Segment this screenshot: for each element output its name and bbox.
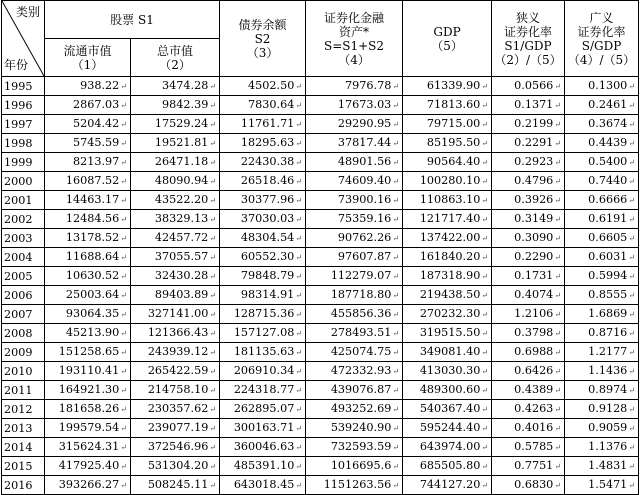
gdp-cell: 110863.10 ↵ (403, 191, 492, 210)
narrow-rate-cell: 0.3926 ↵ (492, 191, 565, 210)
table-row (2, 229, 639, 248)
total-cap-cell: 42457.72 ↵ (131, 229, 220, 248)
total-cap-cell: 327141.00 ↵ (131, 305, 220, 324)
total-cap-cell: 121366.43 ↵ (131, 324, 220, 343)
header-line: S/GDP (581, 38, 622, 53)
float-cap-cell: 93064.35 ↵ (45, 305, 131, 324)
securitized-assets-cell: 425074.75 ↵ (306, 343, 403, 362)
narrow-rate-cell: 0.2199 ↵ (492, 115, 565, 134)
gdp-header (403, 1, 492, 77)
broad-rate-cell: 1.4831 ↵ (565, 457, 639, 476)
corner-category-label: 类别 (15, 5, 40, 19)
securitized-assets-cell: 73900.16 ↵ (306, 191, 403, 210)
float-cap-cell: 938.22 ↵ (45, 77, 131, 96)
stock-group-header (45, 1, 220, 39)
securitized-assets-cell: 732593.59 ↵ (306, 438, 403, 457)
table-row (2, 115, 639, 134)
year-cell: 2013 (2, 419, 45, 438)
year-cell: 2003 (2, 229, 45, 248)
header-line: 流通市值 (63, 43, 112, 58)
table-row (2, 191, 639, 210)
securitized-assets-cell: 7976.78 ↵ (306, 77, 403, 96)
securitized-assets-cell: 439076.87 ↵ (306, 381, 403, 400)
broad-rate-cell: 1.6869 ↵ (565, 305, 639, 324)
table-row (2, 248, 639, 267)
float-cap-cell: 12484.56 ↵ (45, 210, 131, 229)
table-row (2, 476, 639, 495)
float-cap-cell: 5204.42 ↵ (45, 115, 131, 134)
gdp-cell: 349081.40 ↵ (403, 343, 492, 362)
table-row (2, 343, 639, 362)
securitized-assets-cell: 17673.03 ↵ (306, 96, 403, 115)
narrow-rate-cell: 0.6830 ↵ (492, 476, 565, 495)
bond-balance-cell: 48304.54 ↵ (220, 229, 306, 248)
broad-rate-header (565, 1, 639, 77)
table-row (2, 381, 639, 400)
gdp-cell: 121717.40 ↵ (403, 210, 492, 229)
narrow-rate-cell: 0.6426 ↵ (492, 362, 565, 381)
gdp-cell: 219438.50 ↵ (403, 286, 492, 305)
securitized-assets-cell: 74609.40 ↵ (306, 172, 403, 191)
narrow-rate-cell: 0.5785 ↵ (492, 438, 565, 457)
total-cap-cell: 214758.10 ↵ (131, 381, 220, 400)
gdp-cell: 413030.30 ↵ (403, 362, 492, 381)
broad-rate-cell: 1.5471 ↵ (565, 476, 639, 495)
float-cap-cell: 11688.64 ↵ (45, 248, 131, 267)
narrow-rate-cell: 0.4016 ↵ (492, 419, 565, 438)
table-row (2, 419, 639, 438)
float-cap-cell: 393266.27 ↵ (45, 476, 131, 495)
total-cap-header (131, 39, 220, 77)
broad-rate-cell: 0.6031 ↵ (565, 248, 639, 267)
gdp-cell: 90564.40 ↵ (403, 153, 492, 172)
total-cap-cell: 26471.18 ↵ (131, 153, 220, 172)
securitized-assets-cell: 75359.16 ↵ (306, 210, 403, 229)
bond-balance-cell: 7830.64 ↵ (220, 96, 306, 115)
total-cap-cell: 43522.20 ↵ (131, 191, 220, 210)
bond-balance-cell: 206910.34 ↵ (220, 362, 306, 381)
header-line: 证券化金融 (324, 10, 385, 25)
header-line: （2）/（5） (494, 52, 562, 67)
bond-balance-cell: 360046.63 ↵ (220, 438, 306, 457)
table-row (2, 96, 639, 115)
table-row (2, 362, 639, 381)
narrow-rate-cell: 0.6988 ↵ (492, 343, 565, 362)
header-line: GDP (433, 24, 461, 39)
table-row (2, 134, 639, 153)
header-line: 债券余额 (238, 17, 287, 32)
year-cell: 2012 (2, 400, 45, 419)
table-row (2, 210, 639, 229)
float-cap-cell: 2867.03 ↵ (45, 96, 131, 115)
narrow-rate-cell: 0.3798 ↵ (492, 324, 565, 343)
float-cap-header (45, 39, 131, 77)
bond-balance-cell: 4502.50 ↵ (220, 77, 306, 96)
gdp-cell: 61339.90 ↵ (403, 77, 492, 96)
header-line: 证券化率 (504, 24, 553, 39)
bond-balance-cell: 181135.63 ↵ (220, 343, 306, 362)
header-line: 总市值 (157, 43, 194, 58)
total-cap-cell: 37055.57 ↵ (131, 248, 220, 267)
gdp-cell: 270232.30 ↵ (403, 305, 492, 324)
year-cell: 1997 (2, 115, 45, 134)
narrow-rate-cell: 0.4389 ↵ (492, 381, 565, 400)
bond-balance-cell: 300163.71 ↵ (220, 419, 306, 438)
table-row (2, 457, 639, 476)
float-cap-cell: 5745.59 ↵ (45, 134, 131, 153)
table-row (2, 77, 639, 96)
securitized-assets-header (306, 1, 403, 77)
gdp-cell: 319515.50 ↵ (403, 324, 492, 343)
narrow-rate-cell: 0.4263 ↵ (492, 400, 565, 419)
gdp-cell: 685505.80 ↵ (403, 457, 492, 476)
narrow-rate-cell: 0.2923 ↵ (492, 153, 565, 172)
total-cap-cell: 48090.94 ↵ (131, 172, 220, 191)
bond-balance-cell: 485391.10 ↵ (220, 457, 306, 476)
gdp-cell: 161840.20 ↵ (403, 248, 492, 267)
year-cell: 2014 (2, 438, 45, 457)
table-row (2, 172, 639, 191)
gdp-cell: 187318.90 ↵ (403, 267, 492, 286)
broad-rate-cell: 0.3674 ↵ (565, 115, 639, 134)
gdp-cell: 137422.00 ↵ (403, 229, 492, 248)
securitization-table (1, 0, 639, 495)
securitized-assets-cell: 278493.51 ↵ (306, 324, 403, 343)
float-cap-cell: 8213.97 ↵ (45, 153, 131, 172)
bond-balance-header (220, 1, 306, 77)
float-cap-cell: 25003.64 ↵ (45, 286, 131, 305)
header-line: （4） (338, 52, 370, 67)
bond-balance-cell: 60552.30 ↵ (220, 248, 306, 267)
broad-rate-cell: 0.2461 ↵ (565, 96, 639, 115)
securitized-assets-cell: 112279.07 ↵ (306, 267, 403, 286)
float-cap-cell: 151258.65 ↵ (45, 343, 131, 362)
header-line: （4）/（5） (567, 52, 636, 67)
year-cell: 2004 (2, 248, 45, 267)
total-cap-cell: 265422.59 ↵ (131, 362, 220, 381)
narrow-rate-cell: 0.0566 ↵ (492, 77, 565, 96)
header-line: （5） (431, 38, 463, 53)
year-cell: 1995 (2, 77, 45, 96)
gdp-cell: 595244.40 ↵ (403, 419, 492, 438)
broad-rate-cell: 0.8974 ↵ (565, 381, 639, 400)
securitized-assets-cell: 1151263.56 ↵ (306, 476, 403, 495)
securitized-assets-cell: 472332.93 ↵ (306, 362, 403, 381)
header-line: S1/GDP (504, 38, 552, 53)
year-cell: 2015 (2, 457, 45, 476)
year-cell: 2006 (2, 286, 45, 305)
total-cap-cell: 89403.89 ↵ (131, 286, 220, 305)
broad-rate-cell: 0.7440 ↵ (565, 172, 639, 191)
broad-rate-cell: 0.9128 ↵ (565, 400, 639, 419)
narrow-rate-cell: 0.4796 ↵ (492, 172, 565, 191)
total-cap-cell: 19521.81 ↵ (131, 134, 220, 153)
table-row (2, 305, 639, 324)
corner-header-cell (2, 1, 45, 77)
header-line: S2 (254, 31, 271, 46)
bond-balance-cell: 157127.08 ↵ (220, 324, 306, 343)
bond-balance-cell: 22430.38 ↵ (220, 153, 306, 172)
total-cap-cell: 32430.28 ↵ (131, 267, 220, 286)
gdp-cell: 540367.40 ↵ (403, 400, 492, 419)
bond-balance-cell: 224318.77 ↵ (220, 381, 306, 400)
broad-rate-cell: 1.1436 ↵ (565, 362, 639, 381)
year-cell: 2016 (2, 476, 45, 495)
float-cap-cell: 181658.26 ↵ (45, 400, 131, 419)
broad-rate-cell: 0.1300 ↵ (565, 77, 639, 96)
header-line: 狭义 (516, 10, 541, 25)
table-row (2, 324, 639, 343)
broad-rate-cell: 1.1376 ↵ (565, 438, 639, 457)
narrow-rate-cell: 1.2106 ↵ (492, 305, 565, 324)
narrow-rate-cell: 0.3149 ↵ (492, 210, 565, 229)
broad-rate-cell: 0.6666 ↵ (565, 191, 639, 210)
total-cap-cell: 38329.13 ↵ (131, 210, 220, 229)
broad-rate-cell: 0.6605 ↵ (565, 229, 639, 248)
year-cell: 2007 (2, 305, 45, 324)
bond-balance-cell: 262895.07 ↵ (220, 400, 306, 419)
narrow-rate-cell: 0.7751 ↵ (492, 457, 565, 476)
year-cell: 2005 (2, 267, 45, 286)
total-cap-cell: 531304.20 ↵ (131, 457, 220, 476)
year-cell: 1996 (2, 96, 45, 115)
float-cap-cell: 199579.54 ↵ (45, 419, 131, 438)
broad-rate-cell: 0.9059 ↵ (565, 419, 639, 438)
gdp-cell: 85195.50 ↵ (403, 134, 492, 153)
year-cell: 2002 (2, 210, 45, 229)
year-cell: 2009 (2, 343, 45, 362)
narrow-rate-header (492, 1, 565, 77)
table-row (2, 400, 639, 419)
securitized-assets-cell: 455856.36 ↵ (306, 305, 403, 324)
table-row (2, 267, 639, 286)
year-cell: 2000 (2, 172, 45, 191)
float-cap-cell: 417925.40 ↵ (45, 457, 131, 476)
bond-balance-cell: 79848.79 ↵ (220, 267, 306, 286)
gdp-cell: 79715.00 ↵ (403, 115, 492, 134)
gdp-cell: 489300.60 ↵ (403, 381, 492, 400)
header-line: （3） (246, 45, 279, 60)
broad-rate-cell: 0.5994 ↵ (565, 267, 639, 286)
securitized-assets-cell: 539240.90 ↵ (306, 419, 403, 438)
securitized-assets-cell: 187718.80 ↵ (306, 286, 403, 305)
narrow-rate-cell: 0.2291 ↵ (492, 134, 565, 153)
bond-balance-cell: 128715.36 ↵ (220, 305, 306, 324)
header-line: （1） (71, 57, 104, 72)
narrow-rate-cell: 0.2290 ↵ (492, 248, 565, 267)
securitized-assets-cell: 48901.56 ↵ (306, 153, 403, 172)
gdp-cell: 100280.10 ↵ (403, 172, 492, 191)
broad-rate-cell: 0.8555 ↵ (565, 286, 639, 305)
year-cell: 2001 (2, 191, 45, 210)
header-line: 广义 (589, 10, 614, 25)
stock-group-label: 股票 S1 (110, 12, 154, 27)
total-cap-cell: 230357.62 ↵ (131, 400, 220, 419)
securitized-assets-cell: 97607.87 ↵ (306, 248, 403, 267)
bond-balance-cell: 643018.45 ↵ (220, 476, 306, 495)
float-cap-cell: 13178.52 ↵ (45, 229, 131, 248)
gdp-cell: 71813.60 ↵ (403, 96, 492, 115)
year-cell: 2010 (2, 362, 45, 381)
total-cap-cell: 372546.96 ↵ (131, 438, 220, 457)
bond-balance-cell: 37030.03 ↵ (220, 210, 306, 229)
header-line: 证券化率 (577, 24, 626, 39)
bond-balance-cell: 98314.91 ↵ (220, 286, 306, 305)
corner-year-label: 年份 (4, 58, 29, 72)
table-row (2, 286, 639, 305)
gdp-cell: 643974.00 ↵ (403, 438, 492, 457)
broad-rate-cell: 0.6191 ↵ (565, 210, 639, 229)
broad-rate-cell: 0.5400 ↵ (565, 153, 639, 172)
year-cell: 1998 (2, 134, 45, 153)
table-body (2, 77, 639, 495)
broad-rate-cell: 0.4439 ↵ (565, 134, 639, 153)
total-cap-cell: 9842.39 ↵ (131, 96, 220, 115)
broad-rate-cell: 0.8716 ↵ (565, 324, 639, 343)
float-cap-cell: 164921.30 ↵ (45, 381, 131, 400)
table-row (2, 153, 639, 172)
narrow-rate-cell: 0.4074 ↵ (492, 286, 565, 305)
bond-balance-cell: 30377.96 ↵ (220, 191, 306, 210)
securitized-assets-cell: 29290.95 ↵ (306, 115, 403, 134)
broad-rate-cell: 1.2177 ↵ (565, 343, 639, 362)
float-cap-cell: 193110.41 ↵ (45, 362, 131, 381)
table-row (2, 438, 639, 457)
year-cell: 2008 (2, 324, 45, 343)
total-cap-cell: 239077.19 ↵ (131, 419, 220, 438)
float-cap-cell: 10630.52 ↵ (45, 267, 131, 286)
total-cap-cell: 17529.24 ↵ (131, 115, 220, 134)
narrow-rate-cell: 0.1371 ↵ (492, 96, 565, 115)
narrow-rate-cell: 0.3090 ↵ (492, 229, 565, 248)
total-cap-cell: 3474.28 ↵ (131, 77, 220, 96)
bond-balance-cell: 26518.46 ↵ (220, 172, 306, 191)
narrow-rate-cell: 0.1731 ↵ (492, 267, 565, 286)
float-cap-cell: 16087.52 ↵ (45, 172, 131, 191)
securitized-assets-cell: 1016695.6 ↵ (306, 457, 403, 476)
total-cap-cell: 243939.12 ↵ (131, 343, 220, 362)
year-cell: 2011 (2, 381, 45, 400)
year-cell: 1999 (2, 153, 45, 172)
bond-balance-cell: 11761.71 ↵ (220, 115, 306, 134)
float-cap-cell: 315624.31 ↵ (45, 438, 131, 457)
header-line: （2） (159, 57, 191, 72)
gdp-cell: 744127.20 ↵ (403, 476, 492, 495)
bond-balance-cell: 18295.63 ↵ (220, 134, 306, 153)
total-cap-cell: 508245.11 ↵ (131, 476, 220, 495)
float-cap-cell: 45213.90 ↵ (45, 324, 131, 343)
float-cap-cell: 14463.17 ↵ (45, 191, 131, 210)
securitized-assets-cell: 493252.69 ↵ (306, 400, 403, 419)
header-line: S=S1+S2 (323, 38, 385, 53)
header-line: 资产* (339, 24, 370, 39)
securitized-assets-cell: 37817.44 ↵ (306, 134, 403, 153)
securitized-assets-cell: 90762.26 ↵ (306, 229, 403, 248)
